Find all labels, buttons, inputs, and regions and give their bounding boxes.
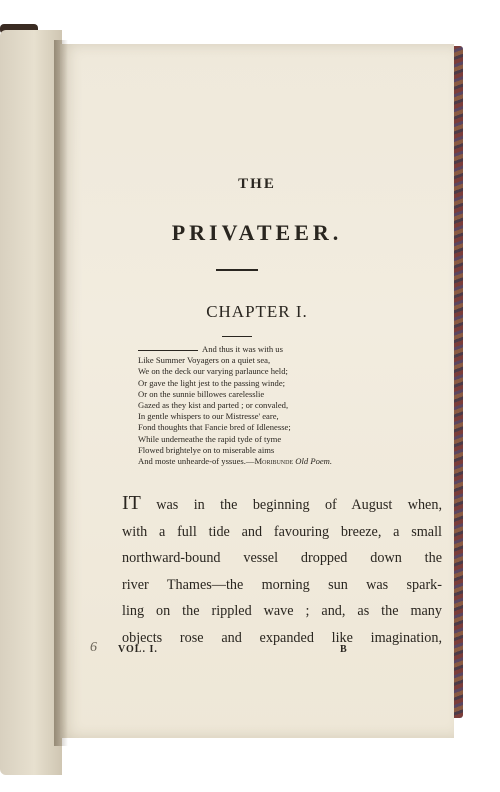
epigraph-dash — [138, 350, 198, 351]
book-page — [60, 44, 454, 738]
epigraph-author: Moribunde — [254, 456, 294, 467]
body-line-2: with a full tide and favouring breeze, a small — [122, 523, 442, 540]
epigraph-line-3: We on the deck our varying parlaunce held; — [138, 366, 288, 377]
body-line-1 — [122, 490, 442, 519]
epigraph-line-7: In gentle whispers to our Mistresse' eare, — [138, 411, 279, 422]
spine-shadow — [54, 40, 68, 746]
signature-letter: B — [340, 644, 347, 655]
book-title: PRIVATEER. — [171, 220, 343, 245]
epigraph-line-1 — [138, 344, 428, 355]
epigraph-source: Old Poem. — [295, 456, 333, 467]
body-line-1-text: was in the beginning of August when, — [140, 497, 442, 513]
title-rule — [216, 269, 258, 271]
epigraph-line-5: Or on the sunnie billowes carelesslie — [138, 388, 265, 399]
epigraph-line-8: Fond thoughts that Fancie bred of Idlenesse; — [138, 422, 291, 433]
pencil-mark: 6 — [90, 640, 97, 655]
epigraph-line-10: Flowed brightelye on to miserable aims — [138, 444, 275, 455]
body-line-6: objects rose and expanded like imagination, — [122, 629, 442, 646]
drop-cap: IT — [122, 492, 141, 514]
epigraph-line-11 — [138, 456, 428, 467]
epigraph-last-text: And moste unhearde-of yssues.— — [138, 456, 255, 467]
epigraph-line-2: Like Summer Voyagers on a quiet sea, — [138, 355, 271, 366]
body-line-5: ling on the rippled wave ; and, as the many — [122, 603, 442, 620]
epigraph — [138, 344, 428, 467]
body-text — [122, 490, 442, 652]
epigraph-line-9: While underneathe the rapid tyde of tyme — [138, 433, 282, 444]
left-page-edge — [0, 30, 62, 775]
body-line-3: northward-bound vessel dropped down the — [122, 550, 442, 567]
epigraph-text: And thus it was with us — [202, 344, 283, 354]
chapter-rule — [222, 336, 252, 337]
title-the: THE — [238, 176, 276, 192]
body-line-4: river Thames—the morning sun was spark- — [122, 576, 442, 593]
chapter-heading: CHAPTER I. — [206, 302, 308, 321]
epigraph-line-6: Gazed as they kist and parted ; or convaled, — [138, 400, 289, 411]
epigraph-line-4: Or gave the light jest to the passing winde; — [138, 377, 286, 388]
volume-signature: VOL. I. — [118, 644, 158, 655]
